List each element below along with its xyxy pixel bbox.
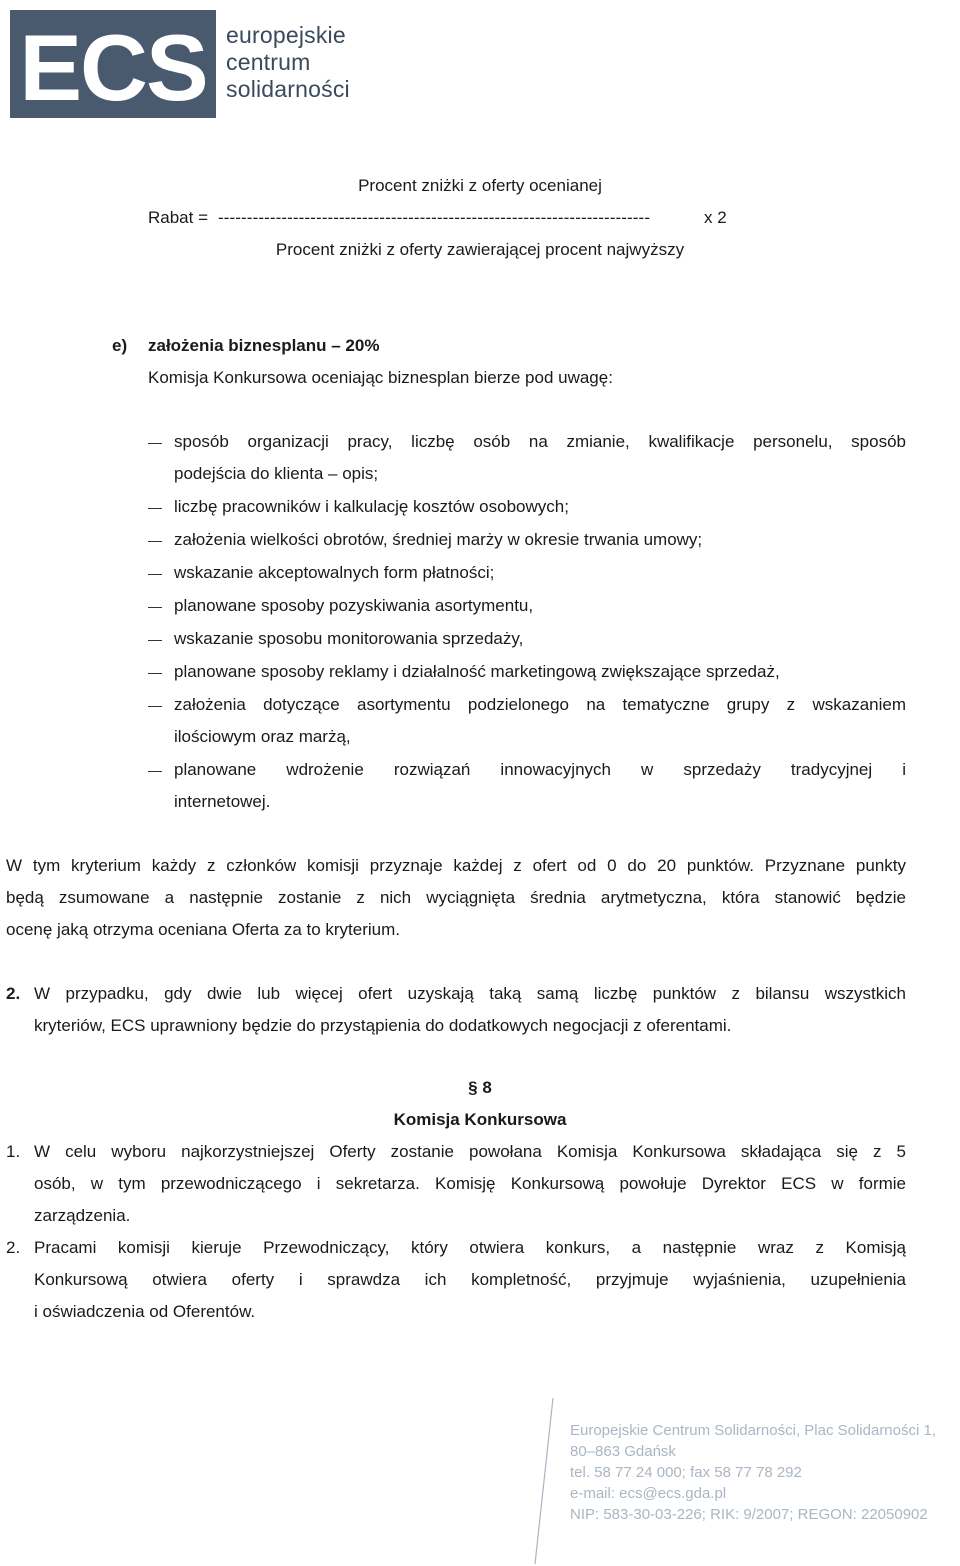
dash-bullet — [148, 706, 162, 707]
dash-bullet — [148, 771, 162, 772]
section-8-title: Komisja Konkursowa — [393, 1110, 567, 1129]
criterion-paragraph-line: ocenę jaką otrzyma oceniana Oferta za to kryterium. — [6, 920, 401, 939]
criteria-item-text: liczbę pracowników i kalkulację kosztów osobowych; — [174, 497, 569, 516]
footer-address-line: Europejskie Centrum Solidarności, Plac Solidarności 1, — [570, 1422, 937, 1439]
ecs-logo-wordmark — [226, 22, 350, 103]
formula-numerator: Procent zniżki z oferty ocenianej — [358, 176, 602, 195]
ecs-logo-letters: ECS — [19, 15, 207, 118]
dash-bullet — [148, 673, 162, 674]
footer-phone-line: tel. 58 77 24 000; fax 58 77 78 292 — [570, 1464, 802, 1481]
logo-line: centrum — [226, 49, 311, 75]
formula-fraction-bar: --------------------------------------------------------------------------- — [218, 208, 651, 227]
formula-label: Rabat = — [148, 208, 209, 227]
criterion-paragraph-line: W tym kryterium każdy z członków komisji przyznaje każdej z ofert od 0 do 20 punktów. Przyznane punkty — [6, 856, 906, 875]
criteria-item-text: wskazanie sposobu monitorowania sprzedaży, — [174, 629, 524, 648]
section-8-point-line: Pracami komisji kieruje Przewodniczący, który otwiera konkurs, a następnie wraz z Komisją — [34, 1238, 906, 1257]
dash-bullet — [148, 541, 162, 542]
footer-registry-line: NIP: 583-30-03-226; RIK: 9/2007; REGON: 22050902 — [570, 1506, 928, 1523]
section-8-point-number: 1. — [6, 1142, 21, 1161]
criteria-item-text: założenia dotyczące asortymentu podzielonego na tematyczne grupy z wskazaniem — [174, 695, 906, 714]
section-8-point-line: zarządzenia. — [34, 1206, 131, 1225]
footer-address-line: 80–863 Gdańsk — [570, 1443, 676, 1460]
section-e-title: założenia biznesplanu – 20% — [148, 336, 380, 355]
footer-contact — [570, 1420, 936, 1525]
criteria-item-text: podejścia do klienta – opis; — [174, 464, 379, 483]
dash-bullet — [148, 640, 162, 641]
section-8-point-line: osób, w tym przewodniczącego i sekretarza. Komisję Konkursową powołuje Dyrektor ECS w formie — [34, 1174, 906, 1193]
criteria-item-text: internetowej. — [174, 792, 271, 811]
criteria-item-text: planowane sposoby pozyskiwania asortymentu, — [174, 596, 534, 615]
point-2-line: W przypadku, gdy dwie lub więcej ofert uzyskają taką samą liczbę punktów z bilansu wszystkich — [34, 984, 906, 1003]
section-e-marker: e) — [112, 336, 128, 355]
dash-bullet — [148, 508, 162, 509]
section-8-point-line: W celu wyboru najkorzystniejszej Oferty zostanie powołana Komisja Konkursowa składająca się z 5 — [34, 1142, 906, 1161]
point-2-number: 2. — [6, 984, 21, 1003]
formula-multiplier: x 2 — [704, 208, 727, 227]
footer-divider — [533, 1398, 557, 1564]
section-e-intro: Komisja Konkursowa oceniając biznesplan bierze pod uwagę: — [148, 368, 613, 387]
criteria-item-text: planowane sposoby reklamy i działalność marketingową zwiększające sprzedaż, — [174, 662, 780, 681]
footer-email-line: e-mail: ecs@ecs.gda.pl — [570, 1485, 727, 1502]
formula-denominator: Procent zniżki z oferty zawierającej procent najwyższy — [275, 240, 685, 259]
section-8-point-number: 2. — [6, 1238, 21, 1257]
criteria-item-text: ilościowym oraz marżą, — [174, 727, 351, 746]
criterion-paragraph-line: będą zsumowane a następnie zostanie z nich wyciągnięta średnia arytmetyczna, która stanowić będzie — [6, 888, 906, 907]
logo-line: europejskie — [226, 22, 346, 48]
criteria-item-text: sposób organizacji pracy, liczbę osób na zmianie, kwalifikacje personelu, sposób — [174, 432, 906, 451]
criteria-item-text: planowane wdrożenie rozwiązań innowacyjnych w sprzedaży tradycyjnej i — [174, 760, 906, 779]
logo-line: solidarności — [226, 76, 350, 102]
dash-bullet — [148, 574, 162, 575]
criteria-item-text: założenia wielkości obrotów, średniej marży w okresie trwania umowy; — [174, 530, 703, 549]
section-8-point-line: Konkursową otwiera oferty i sprawdza ich kompletność, przyjmuje wyjaśnienia, uzupełnienia — [34, 1270, 906, 1289]
ecs-logo — [10, 10, 360, 120]
criteria-item-text: wskazanie akceptowalnych form płatności; — [174, 563, 495, 582]
section-8-point-line: i oświadczenia od Oferentów. — [34, 1302, 256, 1321]
ecs-logo-mark — [10, 10, 216, 118]
dash-bullet — [148, 607, 162, 608]
dash-bullet — [148, 443, 162, 444]
point-2-line: kryteriów, ECS uprawniony będzie do przystąpienia do dodatkowych negocjacji z oferentami. — [34, 1016, 732, 1035]
section-8-heading: § 8 — [468, 1078, 492, 1097]
